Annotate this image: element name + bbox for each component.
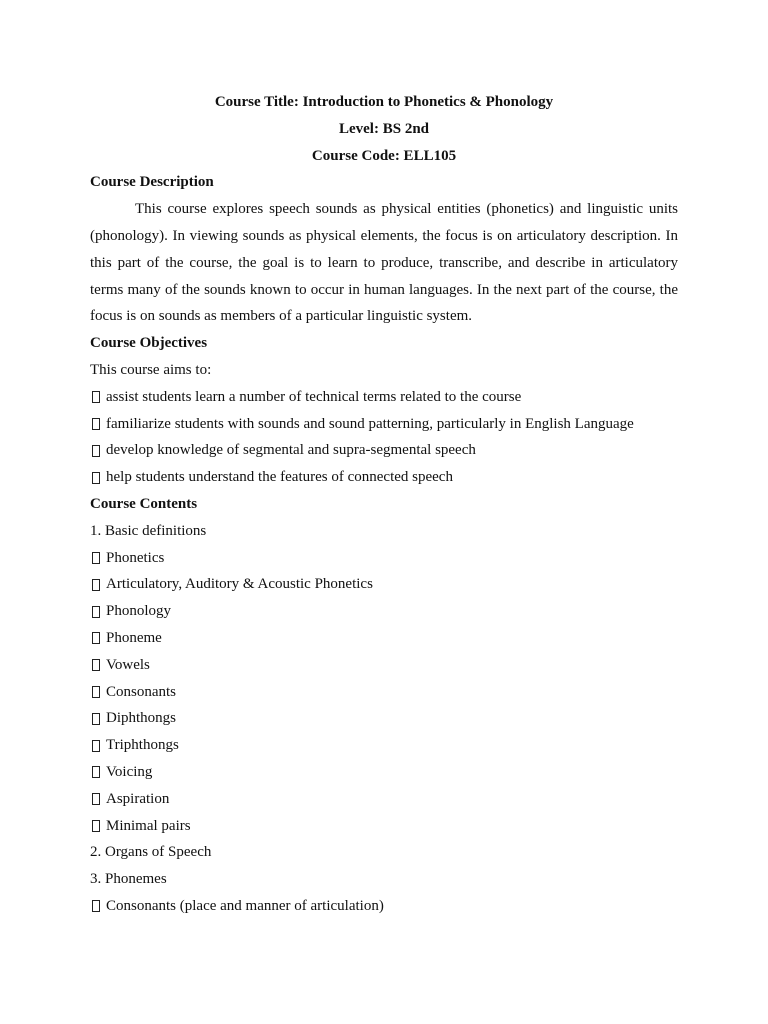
bullet-icon — [92, 606, 100, 618]
bullet-icon — [92, 391, 100, 403]
content-text: Consonants (place and manner of articulation) — [106, 897, 384, 914]
objective-text: familiarize students with sounds and sound patterning, particularly in English Language — [106, 415, 634, 432]
objective-item — [90, 384, 678, 411]
content-text: Consonants — [106, 683, 177, 700]
content-text: Voicing — [106, 763, 153, 780]
bullet-icon — [92, 418, 100, 430]
objective-item — [90, 437, 678, 464]
bullet-icon — [92, 793, 100, 805]
content-item — [90, 893, 678, 920]
objectives-intro: This course aims to: — [90, 361, 212, 378]
content-text: Phonetics — [106, 549, 165, 566]
bullet-icon — [92, 632, 100, 644]
bullet-icon — [92, 686, 100, 698]
description-heading: Course Description — [90, 174, 214, 191]
content-text: Vowels — [106, 656, 150, 673]
content-text: Diphthongs — [106, 710, 177, 727]
description-paragraph: This course explores speech sounds as physical entities (phonetics) and linguistic units (phonology). In viewing sounds as physical elements, the focus is on articulatory description. In this part of the course, the goal is to learn to produce, transcribe, and describe in articulatory terms many of the sounds known to occur in human languages. In the next part of the course, the focus is on sounds as members of a particular linguistic system. — [90, 201, 678, 325]
document-content — [90, 89, 678, 920]
objective-text: develop knowledge of segmental and supra-segmental speech — [106, 442, 476, 459]
course-code: Course Code: ELL105 — [311, 147, 457, 164]
content-item — [90, 813, 678, 840]
content-item — [90, 545, 678, 572]
bullet-icon — [92, 740, 100, 752]
content-item — [90, 679, 678, 706]
contents-section-3: 3. Phonemes — [90, 871, 167, 888]
content-item — [90, 571, 678, 598]
bullet-icon — [92, 713, 100, 725]
objectives-heading: Course Objectives — [90, 335, 208, 352]
bullet-icon — [92, 552, 100, 564]
content-item — [90, 598, 678, 625]
course-title: Course Title: Introduction to Phonetics & Phonology — [214, 94, 554, 110]
content-text: Minimal pairs — [106, 817, 191, 834]
bullet-icon — [92, 820, 100, 832]
objective-item — [90, 411, 678, 438]
objective-text: assist students learn a number of technical terms related to the course — [106, 388, 522, 405]
content-item — [90, 786, 678, 813]
objective-text: help students understand the features of connected speech — [106, 469, 453, 486]
contents-section-2: 2. Organs of Speech — [90, 844, 212, 861]
bullet-icon — [92, 472, 100, 484]
content-item — [90, 652, 678, 679]
bullet-icon — [92, 579, 100, 591]
course-level: Level: BS 2nd — [338, 120, 429, 137]
objective-item — [90, 464, 678, 491]
content-text: Aspiration — [106, 790, 170, 807]
content-text: Triphthongs — [106, 737, 179, 754]
content-text: Articulatory, Auditory & Acoustic Phonetics — [106, 576, 373, 593]
content-text: Phoneme — [106, 629, 162, 646]
content-item — [90, 732, 678, 759]
bullet-icon — [92, 659, 100, 671]
bullet-icon — [92, 445, 100, 457]
contents-section-1: 1. Basic definitions — [90, 522, 207, 539]
content-item — [90, 759, 678, 786]
content-text: Phonology — [106, 603, 172, 620]
content-item — [90, 625, 678, 652]
content-item — [90, 705, 678, 732]
bullet-icon — [92, 766, 100, 778]
contents-heading: Course Contents — [90, 495, 198, 512]
bullet-icon — [92, 900, 100, 912]
